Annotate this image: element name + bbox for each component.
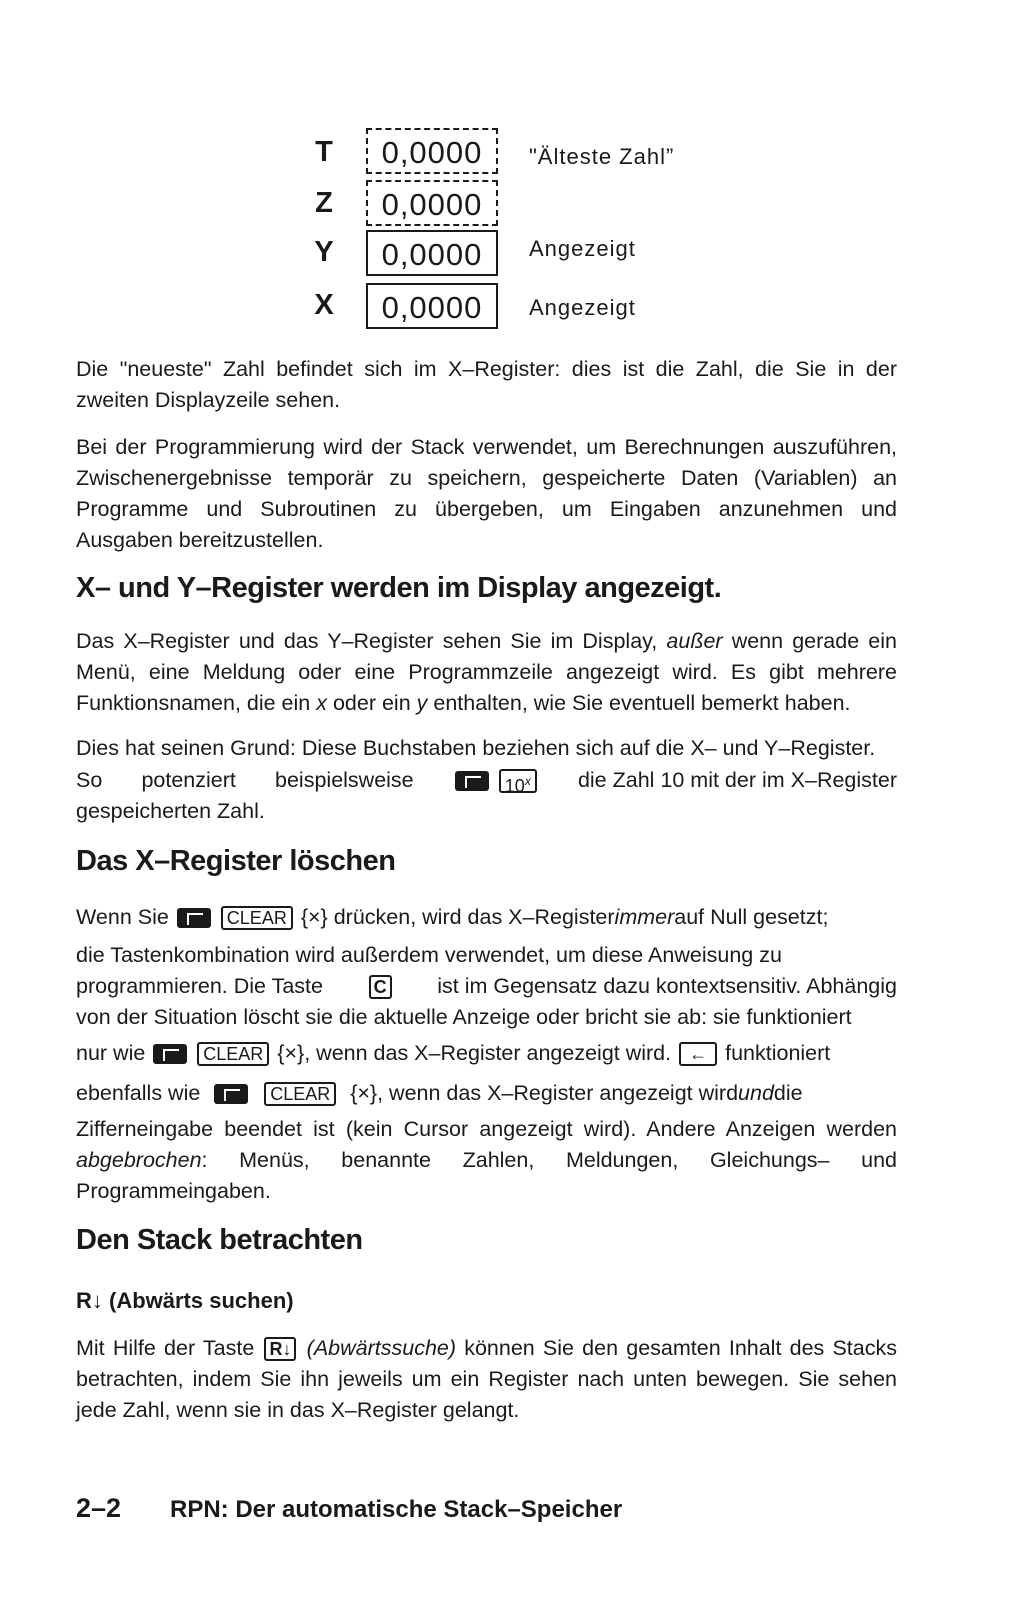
clear-line2: die Tastenkombination wird außerdem verwendet, um diese Anweisung zu [76,943,782,967]
paragraph-reason-line2: So potenziert beispielsweise 10$^x$ die Zahl 10 mit der im X–Register [76,768,897,797]
register-z-value: 0,0000 [366,180,498,226]
clear-key: CLEAR [264,1082,336,1106]
paragraph-roll-down: Mit Hilfe der Taste R↓ (Abwärtssuche) können Sie den gesamten Inhalt des Stacks betrachten, indem Sie ihn jeweils um ein Register nach unten bewegen. Sie sehen jede Zahl, wenn sie in das X–Register gelangt. [76,1336,897,1422]
shift-key-icon [153,1044,187,1064]
register-y-value: 0,0000 [366,230,498,276]
chapter-title: RPN: Der automatische Stack–Speicher [170,1496,623,1523]
register-x-value: 0,0000 [366,283,498,329]
clear-line5: nur wie CLEAR {×} , wenn das X–Register angezeigt wird. ← funktioniert [76,1041,831,1065]
register-label-z: Z [315,187,333,219]
register-label-x: X [314,289,334,321]
backspace-key-icon: ← [679,1042,717,1066]
clear-key: CLEAR [221,906,293,930]
heading-view-stack: Den Stack betrachten [76,1224,363,1256]
roll-down-key: R↓ [264,1337,296,1361]
subheading-roll-down: R↓ (Abwärts suchen) [76,1288,294,1313]
paragraph-reason-line1: Dies hat seinen Grund: Diese Buchstaben beziehen sich auf die X– und Y–Register. [76,736,876,760]
register-t-note: "Älteste Zahl” [529,144,675,169]
shift-key-icon [177,908,211,928]
clear-line6: ebenfalls wie CLEAR {×} , wenn das X–Register angezeigt wird und die [76,1081,803,1105]
register-y-note: Angezeigt [529,236,636,261]
shift-key-icon [455,771,489,791]
paragraph-newest-number: Die "neueste" Zahl befindet sich im X–Register: dies ist die Zahl, die Sie in der zweiten Displayzeile sehen. [76,357,897,412]
power-of-ten-key: 10$^x$ [499,769,537,793]
paragraph-reason-line3: gespeicherten Zahl. [76,799,265,823]
clear-line3: programmieren. Die Taste C ist im Gegensatz dazu kontextsensitiv. Abhängig [76,974,897,998]
register-label-y: Y [314,236,334,268]
heading-clear-x: Das X–Register löschen [76,845,396,877]
paragraph-xy-display: Das X–Register und das Y–Register sehen Sie im Display, außer wenn gerade ein Menü, eine Meldung oder eine Programmzeile angezeigt wird. Es gibt mehrere Funktionsnamen, die ein x oder ein y enthalten, wie Sie eventuell bemerkt haben. [76,629,897,715]
clear-rest: Zifferneingabe beendet ist (kein Cursor angezeigt wird). Andere Anzeigen werden abgebrochen: Menüs, benannte Zahlen, Meldungen, Gleichungs– und Programmeingaben. [76,1117,897,1203]
page-number: 2–2 [76,1493,122,1523]
register-x-note: Angezeigt [529,295,636,320]
shift-key-icon [214,1084,248,1104]
clear-line4: von der Situation löscht sie die aktuelle Anzeige oder bricht sie ab: sie funktioniert [76,1005,852,1029]
c-key: C [369,975,392,999]
paragraph-programming: Bei der Programmierung wird der Stack verwendet, um Berechnungen auszuführen, Zwischenergebnisse temporär zu speichern, gespeicherte Daten (Variablen) an Programme und Subroutinen zu übergeben, um Eingaben anzunehmen und Ausgaben bereitzustellen. [76,435,897,552]
clear-line1: Wenn Sie CLEAR {×} drücken, wird das X–Register immer auf Null gesetzt; [76,905,829,929]
heading-xy-registers: X– und Y–Register werden im Display angezeigt. [76,572,722,604]
clear-key: CLEAR [197,1042,269,1066]
register-t-value: 0,0000 [366,128,498,174]
register-label-t: T [315,136,333,168]
